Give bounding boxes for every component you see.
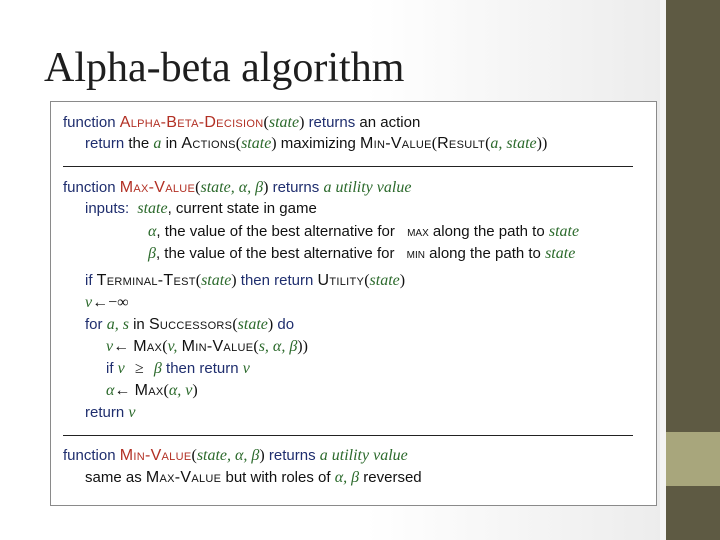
function-name-max-value: Max-Value (119, 179, 196, 196)
decorative-block-top (666, 0, 720, 432)
assign-arrow: ← (92, 294, 109, 311)
word-in: in (133, 316, 145, 333)
function-name-alpha-beta-decision: Alpha-Beta-Decision (119, 114, 264, 131)
roles-text: but with roles of (225, 469, 331, 486)
decision-header-line (63, 113, 420, 133)
var-a-state: a, state (490, 135, 537, 152)
word-maximizing: maximizing (280, 135, 356, 152)
var-v: v (242, 360, 250, 377)
var-state: state (545, 245, 576, 262)
paren-close: ) (259, 447, 265, 464)
same-as-text: same as (85, 469, 142, 486)
input-beta-name: β (148, 245, 156, 262)
paren-open: ( (263, 114, 269, 131)
call-utility: Utility (317, 272, 365, 289)
call-min-value: Min-Value (359, 135, 432, 152)
args-alpha-v: α, v (168, 382, 193, 399)
terminal-test-line (85, 271, 405, 291)
call-min-value: Min-Value (181, 338, 254, 355)
keyword-for: for (85, 316, 103, 333)
paren-close: ) (267, 316, 274, 333)
word-in: in (165, 135, 178, 152)
for-loop-line (85, 315, 294, 335)
var-state: state (237, 316, 268, 333)
paren-close: ) (271, 135, 277, 152)
paren-open: ( (163, 382, 169, 399)
player-min: min (406, 245, 425, 261)
vars-a-s: a, s (106, 316, 129, 333)
paren-open: ( (364, 272, 370, 289)
keyword-do: do (277, 316, 295, 333)
call-successors: Successors (148, 316, 233, 333)
paren-open: ( (235, 135, 242, 152)
operator-ge: ≥ (134, 360, 144, 377)
input-alpha-name: α (148, 223, 157, 240)
function-name-min-value: Min-Value (119, 447, 192, 464)
value-neg-infinity: −∞ (108, 294, 129, 311)
args-s-alpha-beta: s, α, β (258, 338, 298, 355)
input-beta-desc: , the value of the best alternative for (155, 245, 395, 262)
assign-arrow: ← (114, 382, 131, 399)
paren-open: ( (195, 179, 201, 196)
min-value-header-line (63, 446, 408, 466)
var-a: a (153, 135, 162, 152)
max-value-header-line (63, 178, 411, 198)
input-state-desc: , current state in game (167, 200, 317, 217)
input-alpha-desc: , the value of the best alternative for (156, 223, 395, 240)
inputs-alpha-line (148, 221, 579, 242)
keyword-return: return (85, 404, 125, 421)
paren-close: ) (192, 382, 198, 399)
paren-open: ( (485, 135, 491, 152)
keyword-if: if (106, 360, 114, 377)
vars-alpha-beta: α, β (334, 469, 360, 486)
paren-open: ( (232, 316, 238, 333)
keyword-return: return (85, 135, 125, 152)
paren-open: ( (431, 135, 438, 152)
decorative-block-bottom (666, 486, 720, 540)
decorative-block-accent (666, 432, 720, 486)
returns-description: a utility value (323, 179, 412, 196)
slide-title: Alpha-beta algorithm (44, 45, 405, 91)
along-path-text: along the path to (429, 245, 541, 262)
keyword-function: function (63, 179, 116, 196)
paren-close: ) (263, 179, 269, 196)
assign-v-line (106, 337, 308, 357)
param-state: state (268, 114, 300, 131)
paren-close: ) (231, 272, 237, 289)
inputs-label: inputs: (85, 200, 130, 217)
keyword-if: if (85, 272, 93, 289)
var-v: v (128, 404, 136, 421)
call-result: Result (437, 135, 486, 152)
var-v: v (85, 294, 93, 311)
var-v: v (106, 338, 114, 355)
var-v: v (117, 360, 125, 377)
params-state-alpha-beta: state, α, β (196, 447, 260, 464)
pseudocode-panel (50, 101, 657, 506)
var-state: state (201, 272, 232, 289)
paren-open: ( (253, 338, 259, 355)
var-alpha: α (106, 382, 115, 399)
keyword-then-return: then return (166, 360, 239, 377)
word-the: the (128, 135, 150, 152)
reversed-text: reversed (363, 469, 422, 486)
paren-open: ( (191, 447, 197, 464)
var-v: v, (167, 338, 178, 355)
paren-close: ) (399, 272, 406, 289)
along-path-text: along the path to (432, 223, 545, 240)
prune-check-line (106, 359, 250, 379)
assign-arrow: ← (113, 338, 130, 355)
section-divider (63, 435, 633, 436)
call-terminal-test: Terminal-Test (96, 272, 196, 289)
min-value-body-line (85, 468, 422, 488)
returns-description: a utility value (319, 447, 408, 464)
ref-max-value: Max-Value (145, 469, 222, 486)
call-actions: Actions (181, 135, 236, 152)
var-state: state (369, 272, 400, 289)
var-beta: β (153, 360, 162, 377)
keyword-then-return: then return (240, 272, 314, 289)
paren-open: ( (162, 338, 168, 355)
decision-body-line (85, 134, 547, 154)
paren-open: ( (195, 272, 202, 289)
keyword-returns: returns (308, 114, 356, 131)
inputs-state-line (85, 199, 317, 219)
var-state: state (241, 135, 272, 152)
init-v-line (85, 293, 129, 313)
keyword-returns: returns (272, 179, 320, 196)
params-state-alpha-beta: state, α, β (200, 179, 264, 196)
paren-close-double: )) (536, 135, 548, 152)
return-v-line (85, 403, 135, 423)
paren-close-double: )) (297, 338, 308, 355)
section-divider (63, 166, 633, 167)
call-max: Max (134, 382, 164, 399)
paren-close: ) (299, 114, 305, 131)
input-state-name: state (137, 200, 168, 217)
var-state: state (548, 223, 580, 240)
inputs-beta-line (148, 243, 575, 264)
alpha-update-line (106, 381, 198, 401)
player-max: max (407, 223, 429, 239)
returns-description: an action (359, 114, 421, 131)
keyword-function: function (63, 114, 116, 131)
call-max: Max (133, 338, 163, 355)
keyword-returns: returns (268, 447, 316, 464)
keyword-function: function (63, 447, 116, 464)
